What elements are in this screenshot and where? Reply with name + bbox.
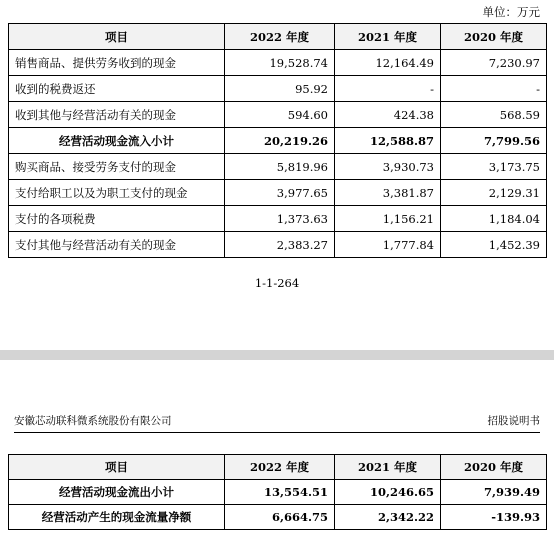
value-2020: 7,799.56 [441,128,547,154]
row-label: 收到其他与经营活动有关的现金 [9,102,225,128]
value-2021: 12,588.87 [335,128,441,154]
value-2022: 2,383.27 [225,232,335,258]
row-label: 经营活动产生的现金流量净额 [9,505,225,530]
header-2020: 2020 年度 [441,24,547,50]
header-2021: 2021 年度 [335,455,441,480]
value-2020: 568.59 [441,102,547,128]
value-2022: 1,373.63 [225,206,335,232]
unit-label: 单位：万元 [482,5,540,19]
row-label: 收到的税费返还 [9,76,225,102]
table-row [9,76,547,102]
value-2021: 3,930.73 [335,154,441,180]
table-row [9,102,547,128]
value-2022: 3,977.65 [225,180,335,206]
value-2021: 1,777.84 [335,232,441,258]
value-2022: 5,819.96 [225,154,335,180]
value-2020: - [441,76,547,102]
table-row [9,480,547,505]
cash-inflow-table [8,23,547,258]
value-2020: 1,452.39 [441,232,547,258]
row-label: 支付的各项税费 [9,206,225,232]
value-2020: 7,230.97 [441,50,547,76]
value-2021: 2,342.22 [335,505,441,530]
cash-outflow-summary-table [8,454,547,530]
value-2021: 12,164.49 [335,50,441,76]
value-2021: - [335,76,441,102]
value-2021: 10,246.65 [335,480,441,505]
value-2020: 2,129.31 [441,180,547,206]
row-label: 购买商品、接受劳务支付的现金 [9,154,225,180]
row-label: 支付其他与经营活动有关的现金 [9,232,225,258]
header-2022: 2022 年度 [225,24,335,50]
row-label: 销售商品、提供劳务收到的现金 [9,50,225,76]
row-label: 支付给职工以及为职工支付的现金 [9,180,225,206]
table-row [9,154,547,180]
header-2022: 2022 年度 [225,455,335,480]
document-type: 招股说明书 [487,415,540,427]
page-break-separator [0,350,554,360]
value-2022: 95.92 [225,76,335,102]
header-item: 项目 [9,24,225,50]
value-2022: 19,528.74 [225,50,335,76]
table-header-row [9,24,547,50]
row-label: 经营活动现金流入小计 [9,128,225,154]
row-label: 经营活动现金流出小计 [9,480,225,505]
header-2020: 2020 年度 [441,455,547,480]
header-2021: 2021 年度 [335,24,441,50]
running-header [14,413,540,433]
table-header-row [9,455,547,480]
value-2020: -139.93 [441,505,547,530]
value-2020: 7,939.49 [441,480,547,505]
value-2020: 3,173.75 [441,154,547,180]
table-row [9,206,547,232]
value-2022: 6,664.75 [225,505,335,530]
value-2021: 424.38 [335,102,441,128]
header-item: 项目 [9,455,225,480]
value-2022: 13,554.51 [225,480,335,505]
value-2022: 20,219.26 [225,128,335,154]
value-2022: 594.60 [225,102,335,128]
value-2021: 1,156.21 [335,206,441,232]
table-row [9,50,547,76]
company-name: 安徽芯动联科微系统股份有限公司 [14,415,172,427]
page-number: 1-1-264 [254,276,300,290]
table-row [9,128,547,154]
table-row [9,180,547,206]
table-row [9,232,547,258]
table-row [9,505,547,530]
value-2021: 3,381.87 [335,180,441,206]
value-2020: 1,184.04 [441,206,547,232]
